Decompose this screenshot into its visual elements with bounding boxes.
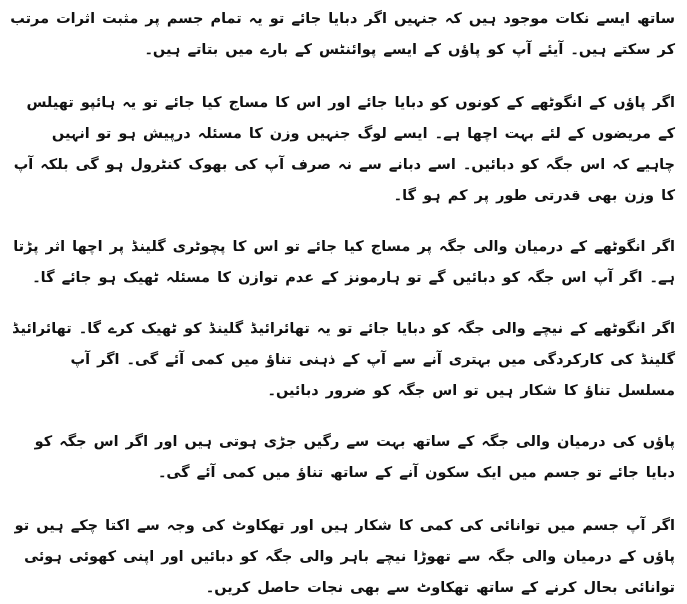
paragraph-below-big-toe: اگر انگوٹھے کے نیچے والی جگہ کو دبایا جائے تو یہ تھائرائیڈ گلینڈ کو ٹھیک کرے گا۔ تھائرائیڈ گلینڈ کی کارکردگی میں بہتری آنے سے آپ کے ذہنی تناؤ میں کمی آئے گی۔ اگر آپ مسلسل تناؤ کا شکار ہیں تو اس جگہ کو ضرور دبائیں۔ [12, 321, 675, 399]
paragraph-big-toe-corners: اگر پاؤں کے انگوٹھے کے کونوں کو دبایا جائے اور اس کا مساج کیا جائے تو یہ ہائپو تھیلس کے مریضوں کے لئے بہت اچھا ہے۔ ایسے لوگ جنہیں وزن کا مسئلہ درپیش ہو تو انہیں چاہیے کہ اس جگہ کو دبائیں۔ اسے دبانے سے نہ صرف آپ کی بھوک کنٹرول ہو گی بلکہ آپ کا وزن بھی قدرتی طور پر کم ہو گا۔ [13, 95, 675, 204]
paragraph-foot-middle: پاؤں کی درمیان والی جگہ کے ساتھ بہت سے رگیں جڑی ہوتی ہیں اور اگر اس جگہ کو دبایا جائے تو جسم میں ایک سکون آنے کے ساتھ تناؤ میں کمی آئے گی۔ [34, 434, 675, 481]
paragraph-energy: اگر آپ جسم میں توانائی کی کمی کا شکار ہیں اور تھکاوٹ کی وجہ سے اکتا چکے ہیں تو پاؤں کے درمیان والی جگہ سے تھوڑا نیچے باہر والی جگہ کو دبائیں اور اپنی کھوئی ہوئی توانائی بحال کرنے کے ساتھ تھکاوٹ سے بھی نجات حاصل کریں۔ [14, 518, 675, 596]
paragraph-big-toe-middle: اگر انگوٹھے کے درمیان والی جگہ پر مساج کیا جائے تو اس کا پچوٹری گلینڈ پر اچھا اثر پڑتا ہے۔ اگر آپ اس جگہ کو دبائیں گے تو ہارمونز کے عدم توازن کا مسئلہ ٹھیک ہو جائے گا۔ [13, 239, 675, 286]
paragraph-intro: ساتھ ایسے نکات موجود ہیں کہ جنہیں اگر دبایا جائے تو یہ تمام جسم پر مثبت اثرات مرتب کر سکتے ہیں۔ آیئے آپ کو پاؤں کے ایسے پوائنٹس کے بارے میں بتاتے ہیں۔ [10, 11, 675, 58]
